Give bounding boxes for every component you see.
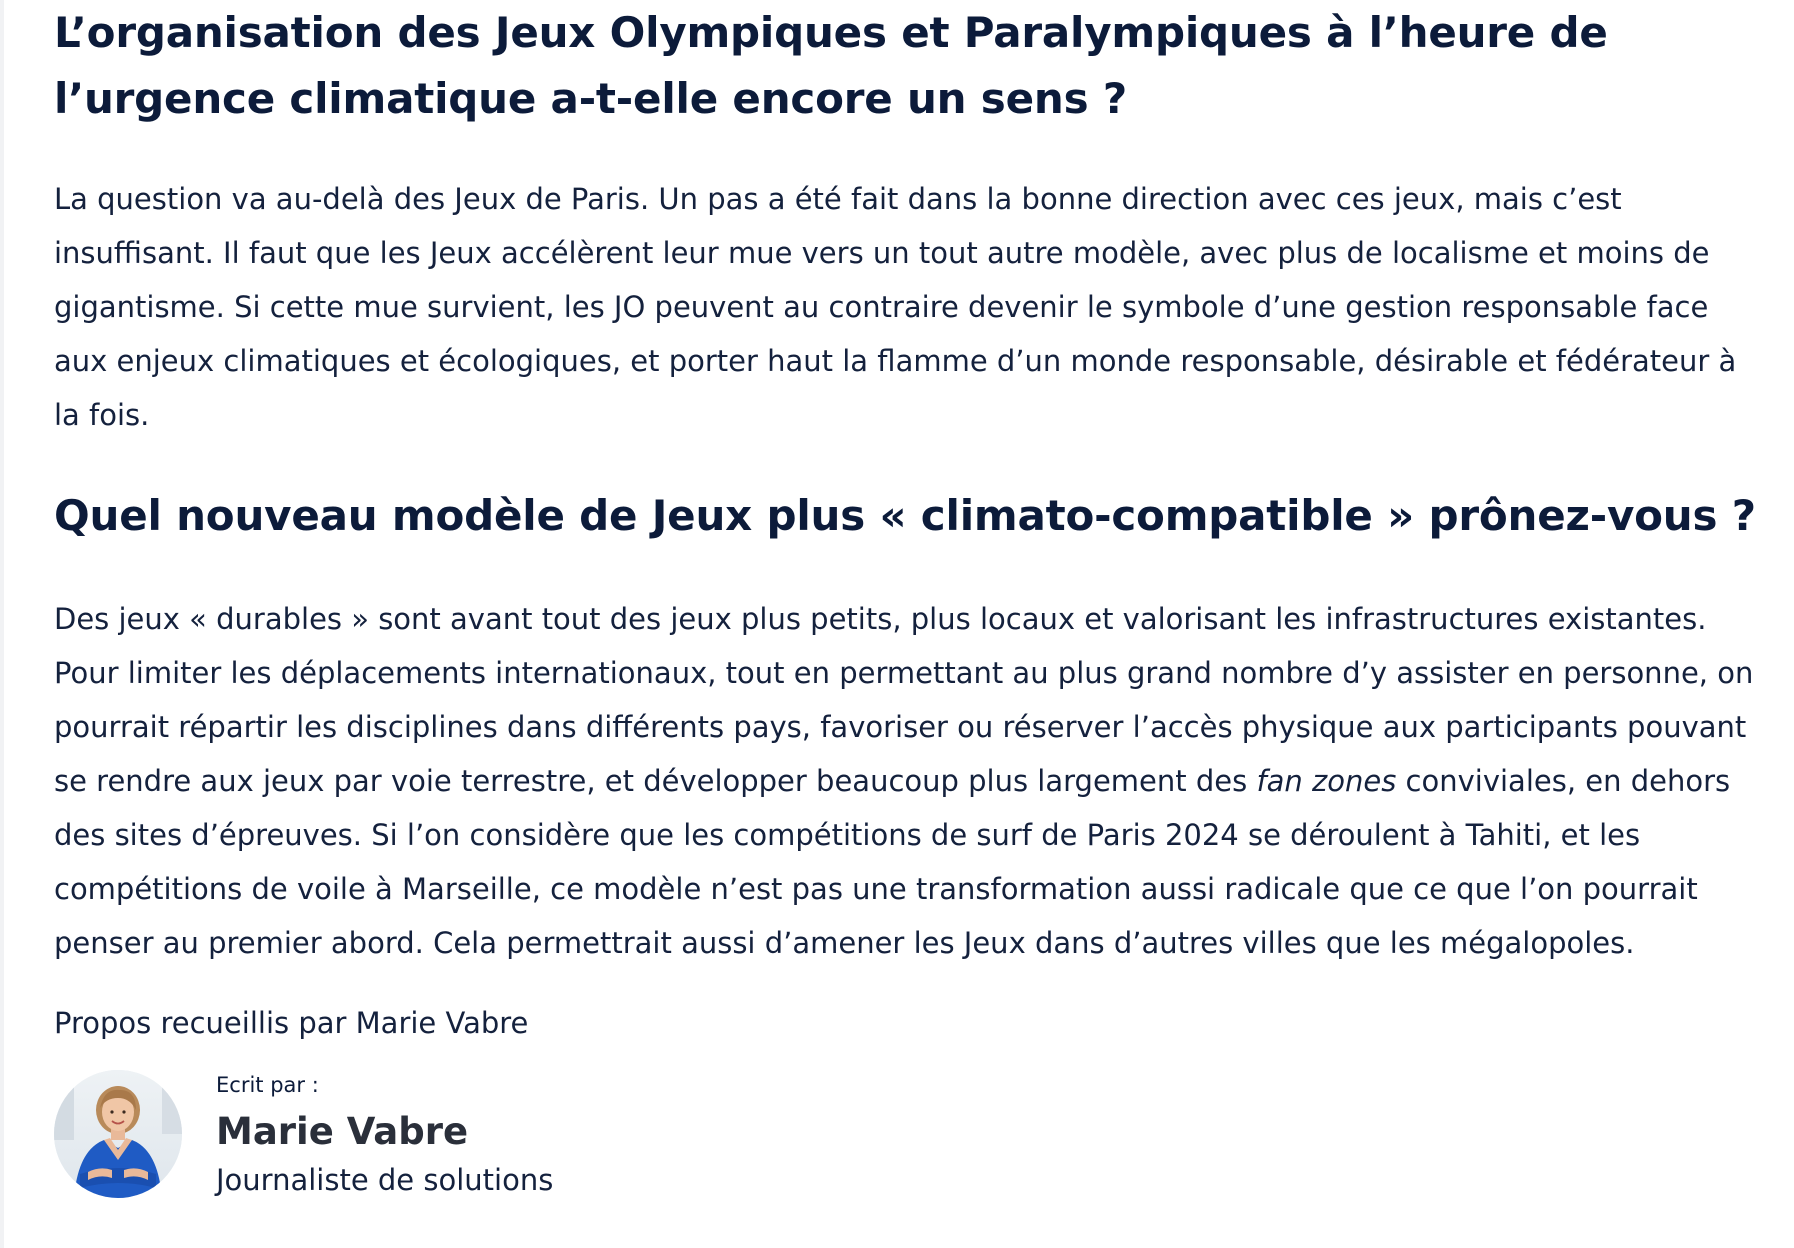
article-heading-olympics-climate: L’organisation des Jeux Olympiques et Paralympiques à l’heure de l’urgence climatique a-t-elle encore un sens ? [54, 8, 1608, 123]
article-paragraph-1: La question va au-delà des Jeux de Paris. Un pas a été fait dans la bonne direction avec ces jeux, mais c’est insuffisant. Il faut que les Jeux accélèrent leur mue vers un tout autre modèle, avec plus de localisme et moins de gigantisme. Si cette mue survient, les JO peuvent au contraire devenir le symbole d’une gestion responsable face aux enjeux climatiques et écologiques, et porter haut la flamme d’un monde responsable, désirable et fédérateur à la fois. [54, 182, 1737, 432]
paragraph-2-text-end: conviviales, en dehors des sites d’épreuves. Si l’on considère que les compétitions de surf de Paris 2024 se déroulent à Tahiti, et les compétitions de voile à Marseille, ce modèle n’est pas une transformation aussi radicale que ce que l’on pourrait penser au premier abord. Cela permettrait aussi d’amener les Jeux dans d’autres villes que les mégalopoles. [54, 764, 1731, 960]
written-by-label: Ecrit par : [216, 1073, 319, 1097]
article-heading-new-model: Quel nouveau modèle de Jeux plus « climato-compatible » prônez-vous ? [54, 491, 1756, 540]
author-portrait-image [54, 1070, 182, 1198]
page-left-border [0, 0, 4, 1248]
author-name[interactable]: Marie Vabre [216, 1110, 469, 1153]
author-card [54, 1070, 854, 1200]
paragraph-2-text-start: Des jeux « durables » sont avant tout des jeux plus petits, plus locaux et valorisant les infrastructures existantes. Pour limiter les déplacements internationaux, tout en permettant au plus grand nombre d’y assister en personne, on pourrait répartir les disciplines dans différents pays, favoriser ou réserver l’accès physique aux participants pouvant se rendre aux jeux par voie terrestre, et développer beaucoup plus largement des [54, 602, 1754, 798]
author-info [216, 1070, 553, 1200]
article-paragraph-2 [54, 592, 1774, 970]
article-body [54, 0, 1774, 1050]
paragraph-2-italic-term: fan zones [1256, 764, 1397, 798]
author-role: Journaliste de solutions [216, 1163, 554, 1197]
author-avatar[interactable] [54, 1070, 182, 1198]
article-credits: Propos recueillis par Marie Vabre [54, 1006, 529, 1040]
